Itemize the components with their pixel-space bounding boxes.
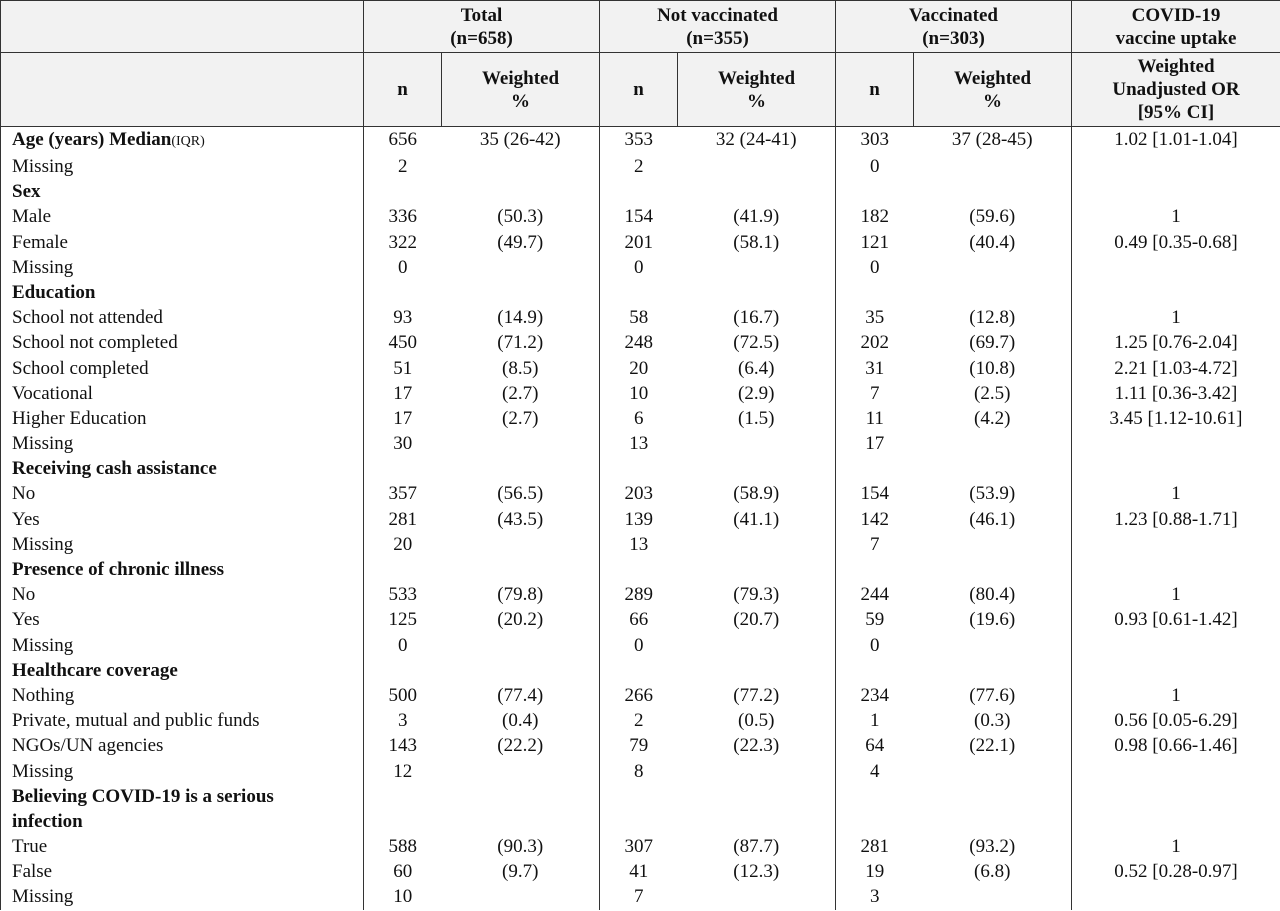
total-n-cell: 281	[388, 508, 417, 530]
vacc-n-cell: 154	[860, 483, 889, 505]
empty-cell	[442, 784, 600, 809]
or-cell: 1	[1072, 582, 1280, 607]
notvacc-pct-cell: (41.9)	[678, 204, 836, 229]
table-row	[1, 507, 1280, 532]
or-cell: 0.93 [0.61-1.42]	[1072, 607, 1280, 632]
row-label: School not completed	[1, 330, 364, 355]
header-not-vaccinated: Not vaccinated (n=355)	[600, 1, 836, 53]
table-row	[1, 633, 1280, 658]
notvacc-n-cell: 0	[634, 256, 644, 278]
row-label	[1, 127, 364, 155]
vacc-n-cell: 142	[860, 508, 889, 530]
notvacc-n-cell: 79	[629, 735, 649, 757]
total-pct-cell: (14.9)	[442, 305, 600, 330]
row-label: No	[1, 481, 364, 506]
empty-cell	[364, 557, 442, 582]
vacc-n-cell: 303	[860, 129, 889, 150]
section-heading: infection	[1, 809, 364, 834]
row-label: NGOs/UN agencies	[1, 733, 364, 758]
notvacc-pct-cell: 32 (24-41)	[678, 127, 836, 155]
notvacc-pct-cell	[678, 154, 836, 179]
vacc-n-cell: 19	[865, 861, 885, 883]
notvacc-n-cell: 13	[629, 433, 649, 455]
or-cell	[1072, 532, 1280, 557]
vacc-n-cell: 35	[865, 307, 885, 329]
notvacc-n-cell: 0	[634, 634, 644, 656]
empty-cell	[442, 557, 600, 582]
notvacc-pct-cell: (2.9)	[678, 381, 836, 406]
empty-cell	[678, 784, 836, 809]
notvacc-pct-cell: (79.3)	[678, 582, 836, 607]
table-row	[1, 859, 1280, 884]
row-label: Missing	[1, 633, 364, 658]
or-cell	[1072, 154, 1280, 179]
notvacc-n-cell: 66	[629, 609, 649, 631]
table-row	[1, 230, 1280, 255]
empty-cell	[678, 658, 836, 683]
header-total-weighted: Weighted %	[442, 53, 600, 127]
or-cell	[1072, 431, 1280, 456]
total-pct-cell: (2.7)	[442, 406, 600, 431]
or-cell: 3.45 [1.12-10.61]	[1072, 406, 1280, 431]
total-n-cell: 533	[388, 584, 417, 606]
row-label: True	[1, 834, 364, 859]
total-n-cell: 12	[393, 760, 413, 782]
vacc-pct-cell	[914, 255, 1072, 280]
vacc-pct-cell: 37 (28-45)	[914, 127, 1072, 155]
total-pct-cell: (20.2)	[442, 607, 600, 632]
empty-cell	[1072, 784, 1280, 809]
vacc-n-cell: 4	[870, 760, 880, 782]
total-pct-cell: (0.4)	[442, 708, 600, 733]
row-label: Missing	[1, 431, 364, 456]
row-label: Female	[1, 230, 364, 255]
table-row	[1, 884, 1280, 909]
notvacc-pct-cell	[678, 633, 836, 658]
or-cell: 0.98 [0.66-1.46]	[1072, 733, 1280, 758]
empty-cell	[678, 557, 836, 582]
total-n-cell: 17	[393, 407, 413, 429]
notvacc-pct-cell	[678, 884, 836, 909]
empty-cell	[442, 658, 600, 683]
table-row	[1, 431, 1280, 456]
empty-cell	[600, 456, 678, 481]
notvacc-n-cell: 41	[629, 861, 649, 883]
notvacc-pct-cell: (1.5)	[678, 406, 836, 431]
vacc-n-cell: 59	[865, 609, 885, 631]
empty-cell	[1072, 809, 1280, 834]
row-label: Yes	[1, 607, 364, 632]
total-pct-cell	[442, 255, 600, 280]
vacc-pct-cell: (59.6)	[914, 204, 1072, 229]
notvacc-n-cell: 58	[629, 307, 649, 329]
empty-cell	[1072, 456, 1280, 481]
notvacc-pct-cell: (58.1)	[678, 230, 836, 255]
header-notvacc-weighted: Weighted %	[678, 53, 836, 127]
empty-cell	[914, 280, 1072, 305]
empty-cell	[836, 784, 914, 809]
total-n-cell: 3	[398, 710, 408, 732]
header-vaccinated: Vaccinated (n=303)	[836, 1, 1072, 53]
empty-cell	[442, 456, 600, 481]
or-cell	[1072, 759, 1280, 784]
row-label: Higher Education	[1, 406, 364, 431]
or-cell: 1	[1072, 683, 1280, 708]
or-cell	[1072, 884, 1280, 909]
empty-cell	[600, 809, 678, 834]
empty-cell	[442, 179, 600, 204]
section-row	[1, 179, 1280, 204]
header-total-n: n	[364, 53, 442, 127]
vacc-n-cell: 17	[865, 433, 885, 455]
empty-cell	[836, 809, 914, 834]
notvacc-pct-cell: (22.3)	[678, 733, 836, 758]
vacc-n-cell: 11	[865, 407, 884, 429]
vacc-pct-cell: (19.6)	[914, 607, 1072, 632]
table-row	[1, 127, 1280, 155]
header-blank-cell	[1, 1, 364, 53]
section-heading: Receiving cash assistance	[1, 456, 364, 481]
total-pct-cell: (43.5)	[442, 507, 600, 532]
section-row	[1, 557, 1280, 582]
vacc-n-cell: 202	[860, 332, 889, 354]
table-row	[1, 582, 1280, 607]
vacc-n-cell: 0	[870, 256, 880, 278]
vacc-n-cell: 281	[860, 836, 889, 858]
notvacc-pct-cell: (0.5)	[678, 708, 836, 733]
empty-cell	[836, 179, 914, 204]
section-heading: Sex	[1, 179, 364, 204]
empty-cell	[678, 179, 836, 204]
row-label: School completed	[1, 356, 364, 381]
row-label: False	[1, 859, 364, 884]
or-cell: 1.02 [1.01-1.04]	[1072, 127, 1280, 155]
notvacc-n-cell: 139	[624, 508, 653, 530]
vacc-pct-cell: (6.8)	[914, 859, 1072, 884]
empty-cell	[914, 456, 1072, 481]
notvacc-n-cell: 203	[624, 483, 653, 505]
total-pct-cell: (9.7)	[442, 859, 600, 884]
table-row	[1, 204, 1280, 229]
total-pct-cell: (50.3)	[442, 204, 600, 229]
vacc-pct-cell: (69.7)	[914, 330, 1072, 355]
total-pct-cell	[442, 633, 600, 658]
table-header	[1, 1, 1280, 127]
table-row	[1, 255, 1280, 280]
empty-cell	[836, 557, 914, 582]
total-pct-cell: (8.5)	[442, 356, 600, 381]
table-row	[1, 406, 1280, 431]
total-n-cell: 93	[393, 307, 413, 329]
empty-cell	[836, 456, 914, 481]
notvacc-pct-cell	[678, 431, 836, 456]
notvacc-n-cell: 7	[634, 886, 644, 908]
total-pct-cell: 35 (26-42)	[442, 127, 600, 155]
vacc-pct-cell: (12.8)	[914, 305, 1072, 330]
section-row	[1, 809, 1280, 834]
notvacc-n-cell: 6	[634, 407, 644, 429]
notvacc-pct-cell: (16.7)	[678, 305, 836, 330]
header-notvacc-n: n	[600, 53, 678, 127]
or-cell: 2.21 [1.03-4.72]	[1072, 356, 1280, 381]
notvacc-pct-cell	[678, 532, 836, 557]
table-row	[1, 759, 1280, 784]
table-row	[1, 733, 1280, 758]
notvacc-pct-cell: (20.7)	[678, 607, 836, 632]
table-row	[1, 834, 1280, 859]
empty-cell	[1072, 280, 1280, 305]
notvacc-n-cell: 2	[634, 156, 644, 177]
empty-cell	[836, 280, 914, 305]
vacc-n-cell: 64	[865, 735, 885, 757]
vacc-n-cell: 1	[870, 710, 880, 732]
notvacc-pct-cell: (72.5)	[678, 330, 836, 355]
empty-cell	[600, 280, 678, 305]
notvacc-n-cell: 289	[624, 584, 653, 606]
notvacc-n-cell: 248	[624, 332, 653, 354]
empty-cell	[364, 658, 442, 683]
total-pct-cell: (49.7)	[442, 230, 600, 255]
vacc-pct-cell: (77.6)	[914, 683, 1072, 708]
total-pct-cell: (77.4)	[442, 683, 600, 708]
vacc-pct-cell: (40.4)	[914, 230, 1072, 255]
row-label: No	[1, 582, 364, 607]
total-pct-cell: (2.7)	[442, 381, 600, 406]
total-pct-cell: (79.8)	[442, 582, 600, 607]
header-blank-cell	[1, 53, 364, 127]
notvacc-pct-cell	[678, 255, 836, 280]
total-pct-cell	[442, 532, 600, 557]
notvacc-pct-cell: (12.3)	[678, 859, 836, 884]
empty-cell	[364, 784, 442, 809]
total-pct-cell	[442, 154, 600, 179]
empty-cell	[1072, 179, 1280, 204]
vacc-n-cell: 0	[870, 634, 880, 656]
section-row	[1, 784, 1280, 809]
vacc-pct-cell: (53.9)	[914, 481, 1072, 506]
notvacc-n-cell: 10	[629, 382, 649, 404]
header-vacc-n: n	[836, 53, 914, 127]
vacc-n-cell: 3	[870, 886, 880, 908]
header-vacc-weighted: Weighted %	[914, 53, 1072, 127]
section-heading: Believing COVID-19 is a serious	[1, 784, 364, 809]
notvacc-n-cell: 2	[634, 710, 644, 732]
vacc-n-cell: 7	[870, 382, 880, 404]
section-heading: Education	[1, 280, 364, 305]
total-n-cell: 0	[398, 634, 408, 656]
row-label-note: (IQR)	[171, 134, 205, 149]
table-row	[1, 305, 1280, 330]
empty-cell	[364, 809, 442, 834]
empty-cell	[364, 179, 442, 204]
total-pct-cell	[442, 759, 600, 784]
row-label-bold: Age (years) Median	[12, 129, 172, 150]
notvacc-pct-cell: (6.4)	[678, 356, 836, 381]
or-cell: 0.56 [0.05-6.29]	[1072, 708, 1280, 733]
total-pct-cell	[442, 431, 600, 456]
row-label: Vocational	[1, 381, 364, 406]
row-label: Missing	[1, 759, 364, 784]
empty-cell	[600, 784, 678, 809]
total-pct-cell: (56.5)	[442, 481, 600, 506]
vacc-pct-cell	[914, 532, 1072, 557]
table-body	[1, 127, 1280, 910]
total-n-cell: 2	[398, 156, 408, 177]
table-row	[1, 607, 1280, 632]
empty-cell	[600, 658, 678, 683]
vacc-pct-cell: (80.4)	[914, 582, 1072, 607]
empty-cell	[914, 784, 1072, 809]
total-n-cell: 656	[388, 129, 417, 150]
notvacc-pct-cell: (77.2)	[678, 683, 836, 708]
notvacc-n-cell: 154	[624, 206, 653, 228]
vacc-n-cell: 244	[860, 584, 889, 606]
notvacc-pct-cell: (58.9)	[678, 481, 836, 506]
total-n-cell: 17	[393, 382, 413, 404]
empty-cell	[836, 658, 914, 683]
total-n-cell: 20	[393, 533, 413, 555]
header-vaccine-uptake: COVID-19 vaccine uptake	[1072, 1, 1280, 53]
row-label: Missing	[1, 154, 364, 179]
row-label: Missing	[1, 255, 364, 280]
notvacc-n-cell: 266	[624, 684, 653, 706]
total-n-cell: 357	[388, 483, 417, 505]
row-label: Missing	[1, 884, 364, 909]
header-total: Total (n=658)	[364, 1, 600, 53]
or-cell: 1	[1072, 204, 1280, 229]
empty-cell	[442, 280, 600, 305]
table-row	[1, 683, 1280, 708]
empty-cell	[1072, 557, 1280, 582]
row-label: Private, mutual and public funds	[1, 708, 364, 733]
header-or: Weighted Unadjusted OR [95% CI]	[1072, 53, 1280, 127]
notvacc-pct-cell: (87.7)	[678, 834, 836, 859]
total-pct-cell: (71.2)	[442, 330, 600, 355]
empty-cell	[364, 280, 442, 305]
empty-cell	[600, 557, 678, 582]
or-cell	[1072, 633, 1280, 658]
empty-cell	[1072, 658, 1280, 683]
vacc-n-cell: 31	[865, 357, 885, 379]
empty-cell	[914, 658, 1072, 683]
section-row	[1, 456, 1280, 481]
table-row	[1, 381, 1280, 406]
vacc-pct-cell	[914, 154, 1072, 179]
vacc-n-cell: 182	[860, 206, 889, 228]
vacc-pct-cell	[914, 431, 1072, 456]
vacc-pct-cell: (22.1)	[914, 733, 1072, 758]
row-label: School not attended	[1, 305, 364, 330]
or-cell: 1	[1072, 834, 1280, 859]
empty-cell	[914, 179, 1072, 204]
table-row	[1, 481, 1280, 506]
total-pct-cell: (90.3)	[442, 834, 600, 859]
or-cell: 1.11 [0.36-3.42]	[1072, 381, 1280, 406]
empty-cell	[364, 456, 442, 481]
table-row	[1, 356, 1280, 381]
total-n-cell: 0	[398, 256, 408, 278]
notvacc-n-cell: 13	[629, 533, 649, 555]
row-label: Male	[1, 204, 364, 229]
vacc-pct-cell	[914, 884, 1072, 909]
total-n-cell: 125	[388, 609, 417, 631]
vacc-n-cell: 0	[870, 156, 880, 177]
total-n-cell: 588	[388, 836, 417, 858]
empty-cell	[678, 456, 836, 481]
total-n-cell: 500	[388, 684, 417, 706]
or-cell: 1.23 [0.88-1.71]	[1072, 507, 1280, 532]
or-cell: 0.49 [0.35-0.68]	[1072, 230, 1280, 255]
empty-cell	[600, 179, 678, 204]
or-cell: 1	[1072, 305, 1280, 330]
empty-cell	[678, 809, 836, 834]
notvacc-n-cell: 353	[624, 129, 653, 150]
empty-cell	[678, 280, 836, 305]
vacc-n-cell: 121	[860, 231, 889, 253]
vacc-pct-cell: (0.3)	[914, 708, 1072, 733]
total-n-cell: 10	[393, 886, 413, 908]
vacc-pct-cell: (2.5)	[914, 381, 1072, 406]
vacc-n-cell: 7	[870, 533, 880, 555]
or-cell: 0.52 [0.28-0.97]	[1072, 859, 1280, 884]
row-label: Yes	[1, 507, 364, 532]
row-label: Missing	[1, 532, 364, 557]
vacc-pct-cell: (46.1)	[914, 507, 1072, 532]
empty-cell	[442, 809, 600, 834]
row-label: Nothing	[1, 683, 364, 708]
section-row	[1, 280, 1280, 305]
total-pct-cell	[442, 884, 600, 909]
notvacc-n-cell: 201	[624, 231, 653, 253]
total-n-cell: 322	[388, 231, 417, 253]
empty-cell	[914, 809, 1072, 834]
total-n-cell: 60	[393, 861, 413, 883]
or-cell: 1	[1072, 481, 1280, 506]
notvacc-pct-cell	[678, 759, 836, 784]
section-heading: Healthcare coverage	[1, 658, 364, 683]
empty-cell	[914, 557, 1072, 582]
or-cell	[1072, 255, 1280, 280]
notvacc-n-cell: 20	[629, 357, 649, 379]
or-cell: 1.25 [0.76-2.04]	[1072, 330, 1280, 355]
notvacc-pct-cell: (41.1)	[678, 507, 836, 532]
vacc-pct-cell: (4.2)	[914, 406, 1072, 431]
total-n-cell: 51	[393, 357, 413, 379]
table-row	[1, 154, 1280, 179]
total-n-cell: 450	[388, 332, 417, 354]
total-n-cell: 336	[388, 206, 417, 228]
vacc-pct-cell	[914, 633, 1072, 658]
vacc-pct-cell: (93.2)	[914, 834, 1072, 859]
table-row	[1, 532, 1280, 557]
vacc-pct-cell	[914, 759, 1072, 784]
vacc-n-cell: 234	[860, 684, 889, 706]
table-row	[1, 708, 1280, 733]
section-heading: Presence of chronic illness	[1, 557, 364, 582]
table-row	[1, 330, 1280, 355]
total-n-cell: 143	[388, 735, 417, 757]
total-n-cell: 30	[393, 433, 413, 455]
section-row	[1, 658, 1280, 683]
total-pct-cell: (22.2)	[442, 733, 600, 758]
notvacc-n-cell: 8	[634, 760, 644, 782]
notvacc-n-cell: 307	[624, 836, 653, 858]
vacc-pct-cell: (10.8)	[914, 356, 1072, 381]
